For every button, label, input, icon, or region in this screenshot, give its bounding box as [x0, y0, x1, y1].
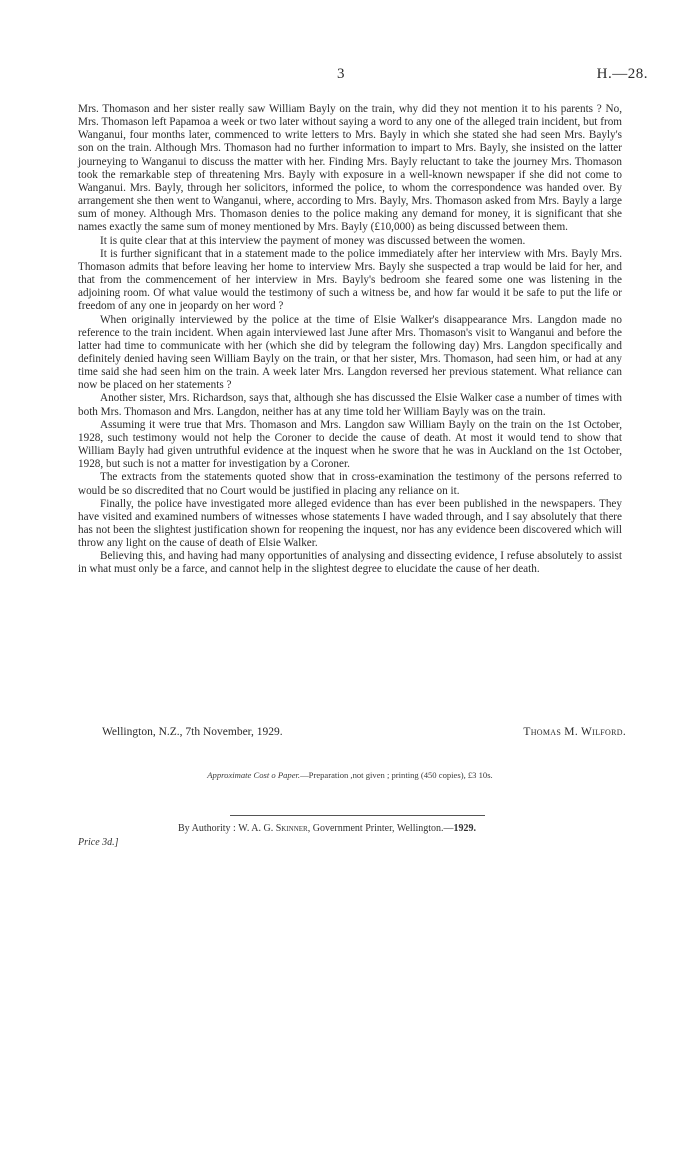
place-date: Wellington, N.Z., 7th November, 1929. [102, 726, 283, 738]
page-header [0, 66, 700, 86]
cost-note [0, 770, 700, 780]
cost-text: —Preparation ,not given ; printing (450 copies), £3 10s. [300, 770, 493, 780]
paragraph: Believing this, and having had many opportunities of analysing and dissecting evidence, I refuse absolutely to assist in what must only be a farce, and cannot help in the slightest degree to elucidate the cause of her death. [78, 550, 622, 576]
paragraph: The extracts from the statements quoted show that in cross-examination the testimony of the persons referred to would be so discredited that no Court would be justified in placing any reliance on it. [78, 471, 622, 497]
cost-label: Approximate Cost o Paper. [207, 770, 301, 780]
paragraph: Finally, the police have investigated more alleged evidence than has ever been published in the newspapers. They have visited and examined numbers of witnesses whose statements I have waded through, and I say absolutely that there has not been the slightest justification shown for reopening the inquest, nor has any evidence been discovered which will throw any light on the cause of death of Elsie Walker. [78, 497, 622, 550]
imprint-printer: W. A. G. Skinner [238, 823, 308, 834]
page-number: 3 [337, 66, 345, 82]
paragraph: It is quite clear that at this interview the payment of money was discussed between the women. [100, 234, 526, 247]
imprint-suffix: , Government Printer, Wellington.— [307, 823, 454, 834]
divider-rule [230, 815, 485, 816]
signature-line [0, 726, 700, 742]
paragraph: Assuming it were true that Mrs. Thomason and Mrs. Langdon saw William Bayly on the train on the 1st October, 1928, such testimony would not help the Coroner to decide the cause of death. At most it would tend to show that William Bayly had given untruthful evidence at the inquest when he swore that he was in Auckland on the 1st October, 1928, but such is not a matter for investigation by a Coroner. [78, 418, 622, 471]
document-reference: H.—28. [596, 66, 648, 82]
imprint-prefix: By Authority : [178, 823, 236, 834]
signatory-name: Thomas M. Wilford. [523, 726, 626, 738]
paragraph: When originally interviewed by the police at the time of Elsie Walker's disappearance Mrs. Langdon made no reference to the train incident. When again interviewed last June after Mrs. Thomason's visit to Wanganui and before the latter had time to communicate with her (which she did by telegram the following day) Mrs. Langdon specifically and definitely denied having seen William Bayly on the train, or that her sister, Mrs. Thomason, had seen him, or had at any time said she had seen him on the train. A week later Mrs. Langdon reversed her previous statement. What reliance can now be placed on her statements ? [78, 313, 622, 392]
body-text [78, 103, 622, 577]
paragraph: It is further significant that in a statement made to the police immediately after her interview with Mrs. Bayly Mrs. Thomason admits that before leaving her home to interview Mrs. Bayly she suspected a trap would be laid for her, and that from the commencement of her interview in Mrs. Bayly's bedroom she feared some one was listening in the adjoining room. Of what value would the testimony of such a witness be, and how far would it be safe to put the life or freedom of any one in jeopardy on her word ? [78, 247, 622, 313]
printer-imprint [178, 823, 476, 834]
imprint-year: 1929. [453, 823, 477, 834]
paragraph: Mrs. Thomason and her sister really saw William Bayly on the train, why did they not mention it to his parents ? No, Mrs. Thomason left Papamoa a week or two later without saying a word to any one of the alleged train incident, but from Wanganui, four months later, commenced to write letters to Mrs. Bayly in which she stated she had seen Mrs. Bayly's son on the train. Although Mrs. Thomason had no further information to impart to Mrs. Bayly, she insisted on the latter journeying to Wanganui to discuss the matter with her. Finding Mrs. Bayly reluctant to take the journey Mrs. Thomason took the remarkable step of threatening Mrs. Bayly with exposure in a well-known newspaper if she did not come to Wanganui. Mrs. Bayly, through her solicitors, informed the police, to whom the correspondence was handed over. By arrangement she then went to Wanganui, where, according to Mrs. Bayly, Mrs. Thomason asked from Mrs. Bayly a large sum of money. Although Mrs. Thomason denies to the police making any demand for money, it is significant that she names exactly the same sum of money mentioned by Mrs. Bayly (£10,000) as being discussed between them. [78, 103, 622, 234]
paragraph: Another sister, Mrs. Richardson, says that, although she has discussed the Elsie Walker case a number of times with both Mrs. Thomason and Mrs. Langdon, neither has at any time told her William Bayly was on the train. [78, 392, 622, 418]
price-note: Price 3d.] [78, 837, 119, 848]
